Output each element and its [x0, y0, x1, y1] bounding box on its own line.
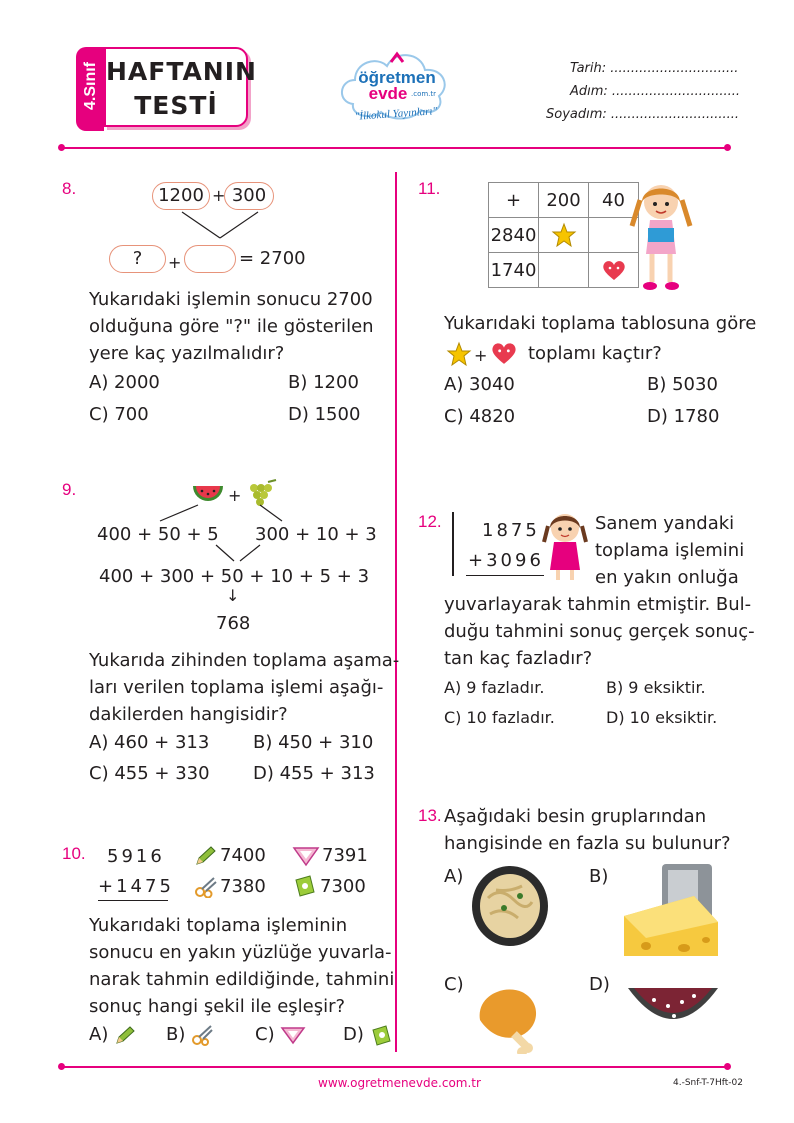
- q11-cell-plus: +: [489, 183, 539, 218]
- q12-bracket: [452, 512, 454, 576]
- question-number-9: 9.: [62, 480, 77, 499]
- q11-option-c[interactable]: C) 4820: [444, 406, 516, 427]
- q9-row-1-left: 400 + 50 + 5: [97, 524, 219, 545]
- q9-text-1: Yukarıda zihinden toplama aşama-: [89, 650, 400, 671]
- q10-sum-line: [98, 900, 168, 901]
- q9-plus: +: [228, 486, 242, 505]
- q11-header-200: 200: [539, 183, 589, 218]
- footer-code: 4.-Snf-T-7Hft-02: [673, 1078, 744, 1088]
- q11-option-a[interactable]: A) 3040: [444, 374, 515, 395]
- girl-character-icon: [628, 178, 694, 294]
- grade-label: 4.Sınıf: [82, 62, 99, 111]
- q12-text-4: yuvarlayarak tahmin etmiştir. Bul-: [444, 594, 752, 615]
- q9-option-a[interactable]: A) 460 + 313: [89, 732, 210, 753]
- q9-row-2: 400 + 300 + 50 + 10 + 5 + 3: [99, 566, 370, 587]
- q9-row-1-right: 300 + 10 + 3: [255, 524, 377, 545]
- q10-value-sharpener: 7300: [320, 876, 366, 897]
- q11-text-2: toplamı kaçtır?: [528, 343, 662, 364]
- pencil-icon: [194, 845, 218, 867]
- q10-addend-top: 5916: [107, 846, 165, 867]
- q8-option-c[interactable]: C) 700: [89, 404, 149, 425]
- bottom-rule-dot-right: [724, 1063, 731, 1070]
- q13-text-2: hangisinde en fazla su bulunur?: [444, 833, 731, 854]
- logo-text-top: öğretmen: [358, 68, 436, 87]
- q9-option-b[interactable]: B) 450 + 310: [253, 732, 374, 753]
- q8-option-b[interactable]: B) 1200: [288, 372, 359, 393]
- q11-row-1740: 1740: [489, 253, 539, 288]
- title-line-1: HAFTANIN: [106, 57, 257, 86]
- logo-text-mid: evde: [368, 84, 408, 103]
- watermelon-slice-icon: [624, 980, 722, 1036]
- pasta-dish-icon: [470, 862, 550, 948]
- q13-option-c[interactable]: C): [444, 974, 464, 995]
- q8-text-3: yere kaç yazılmalıdır?: [89, 343, 285, 364]
- grade-tab: [76, 47, 104, 131]
- q11-option-d[interactable]: D) 1780: [647, 406, 720, 427]
- q13-text-1: Aşağıdaki besin gruplarından: [444, 806, 707, 827]
- q12-text-5: duğu tahmini sonuç gerçek sonuç-: [444, 621, 755, 642]
- q12-option-a[interactable]: A) 9 fazladır.: [444, 678, 545, 697]
- q8-plus: +: [212, 186, 226, 205]
- q11-option-b[interactable]: B) 5030: [647, 374, 718, 395]
- q8-option-d[interactable]: D) 1500: [288, 404, 361, 425]
- q9-text-3: dakilerden hangisidir?: [89, 704, 288, 725]
- pencil-icon: [114, 1025, 136, 1045]
- q11-plus: +: [474, 346, 488, 365]
- q12-addend-top: 1875: [482, 520, 540, 541]
- sharpener-icon: [370, 1024, 394, 1046]
- q10-text-2: sonucu en yakın yüzlüğe yuvarla-: [89, 942, 392, 963]
- q10-option-c-label: C): [255, 1024, 275, 1045]
- q11-header-40: 40: [589, 183, 639, 218]
- publisher-logo: [335, 42, 457, 132]
- top-rule: [62, 147, 727, 149]
- title-line-2: TESTİ: [134, 91, 218, 120]
- q9-split-arrows: [140, 503, 300, 523]
- footer-url[interactable]: www.ogretmenevde.com.tr: [318, 1076, 481, 1090]
- logo-subtitle: "İlkokul Yayınları": [354, 105, 438, 123]
- q8-merge-lines: [180, 210, 260, 240]
- q8-text-2: olduğuna göre "?" ile gösterilen: [89, 316, 374, 337]
- q12-text-6: tan kaç fazladır?: [444, 648, 593, 669]
- q8-plus-2: +: [168, 253, 182, 272]
- q12-addend-bottom: +3096: [468, 550, 544, 571]
- q10-option-b-label: B): [166, 1024, 186, 1045]
- question-number-8: 8.: [62, 179, 77, 198]
- q10-option-d[interactable]: [343, 1024, 394, 1046]
- q9-option-c[interactable]: C) 455 + 330: [89, 763, 210, 784]
- q11-text-1: Yukarıdaki toplama tablosuna göre: [444, 313, 757, 334]
- star-icon: [446, 341, 472, 367]
- q10-value-scissors: 7380: [220, 876, 266, 897]
- cheese-icon: [622, 860, 720, 962]
- triangle-ruler-icon: [292, 845, 320, 867]
- q9-down-arrow: ↓: [226, 586, 240, 605]
- question-number-11: 11.: [418, 179, 441, 198]
- q12-option-c[interactable]: C) 10 fazladır.: [444, 708, 555, 727]
- q10-option-a-label: A): [89, 1024, 109, 1045]
- q12-option-b[interactable]: B) 9 eksiktir.: [606, 678, 706, 697]
- q12-text-1: Sanem yandaki: [595, 513, 735, 534]
- q11-cell-empty-2: [539, 253, 589, 288]
- q13-option-b[interactable]: B): [589, 866, 609, 887]
- q13-option-d[interactable]: D): [589, 974, 610, 995]
- q10-value-triangle: 7391: [322, 845, 368, 866]
- q11-cell-star: [539, 218, 589, 253]
- name-field[interactable]: Adım: ...............................: [570, 84, 741, 99]
- q11-row-2840: 2840: [489, 218, 539, 253]
- q9-result: 768: [216, 613, 251, 634]
- question-number-13: 13.: [418, 806, 442, 825]
- scissors-icon: [194, 876, 218, 898]
- q10-value-pencil: 7400: [220, 845, 266, 866]
- question-number-12: 12.: [418, 512, 442, 531]
- title-box: [104, 47, 257, 127]
- q8-equals: = 2700: [239, 248, 306, 269]
- header-badge: [76, 47, 257, 131]
- q8-empty-box: [184, 245, 236, 273]
- q11-addition-table: [488, 182, 639, 288]
- q8-option-a[interactable]: A) 2000: [89, 372, 160, 393]
- triangle-ruler-icon: [280, 1025, 306, 1045]
- q10-option-a[interactable]: [89, 1024, 136, 1045]
- sharpener-icon: [292, 874, 318, 898]
- q8-text-1: Yukarıdaki işlemin sonucu 2700: [89, 289, 373, 310]
- q12-sum-line: [466, 575, 544, 576]
- q9-option-d[interactable]: D) 455 + 313: [253, 763, 375, 784]
- q10-text-1: Yukarıdaki toplama işleminin: [89, 915, 348, 936]
- scissors-icon: [191, 1024, 213, 1046]
- date-field[interactable]: Tarih: ...............................: [570, 61, 739, 76]
- q10-option-b[interactable]: [166, 1024, 213, 1046]
- q8-unknown-box: ?: [109, 245, 166, 273]
- q10-option-d-label: D): [343, 1024, 364, 1045]
- q9-merge-arrows: [200, 543, 280, 563]
- top-rule-dot-right: [724, 144, 731, 151]
- sanem-character-icon: [540, 508, 590, 582]
- star-icon: [551, 222, 577, 248]
- q13-option-a[interactable]: A): [444, 866, 464, 887]
- surname-field[interactable]: Soyadım: ...............................: [546, 107, 740, 122]
- q8-pill-300: 300: [224, 182, 274, 210]
- q10-option-c[interactable]: [255, 1024, 306, 1045]
- heart-icon: [488, 340, 520, 366]
- q10-text-4: sonuç hangi şekil ile eşleşir?: [89, 996, 346, 1017]
- question-number-10: 10.: [62, 844, 86, 863]
- chicken-leg-icon: [470, 974, 550, 1054]
- q12-option-d[interactable]: D) 10 eksiktir.: [606, 708, 718, 727]
- column-divider: [395, 172, 397, 1052]
- q10-text-3: narak tahmin edildiğinde, tahmini: [89, 969, 395, 990]
- q8-pill-1200: 1200: [152, 182, 210, 210]
- logo-text-com: .com.tr: [411, 90, 437, 98]
- q12-text-3: en yakın onluğa: [595, 567, 739, 588]
- bottom-rule: [62, 1066, 727, 1068]
- heart-icon: [600, 258, 628, 282]
- q9-text-2: ları verilen toplama işlemi aşağı-: [89, 677, 384, 698]
- q12-text-2: toplama işlemini: [595, 540, 745, 561]
- q10-addend-bottom: +1475: [98, 876, 174, 897]
